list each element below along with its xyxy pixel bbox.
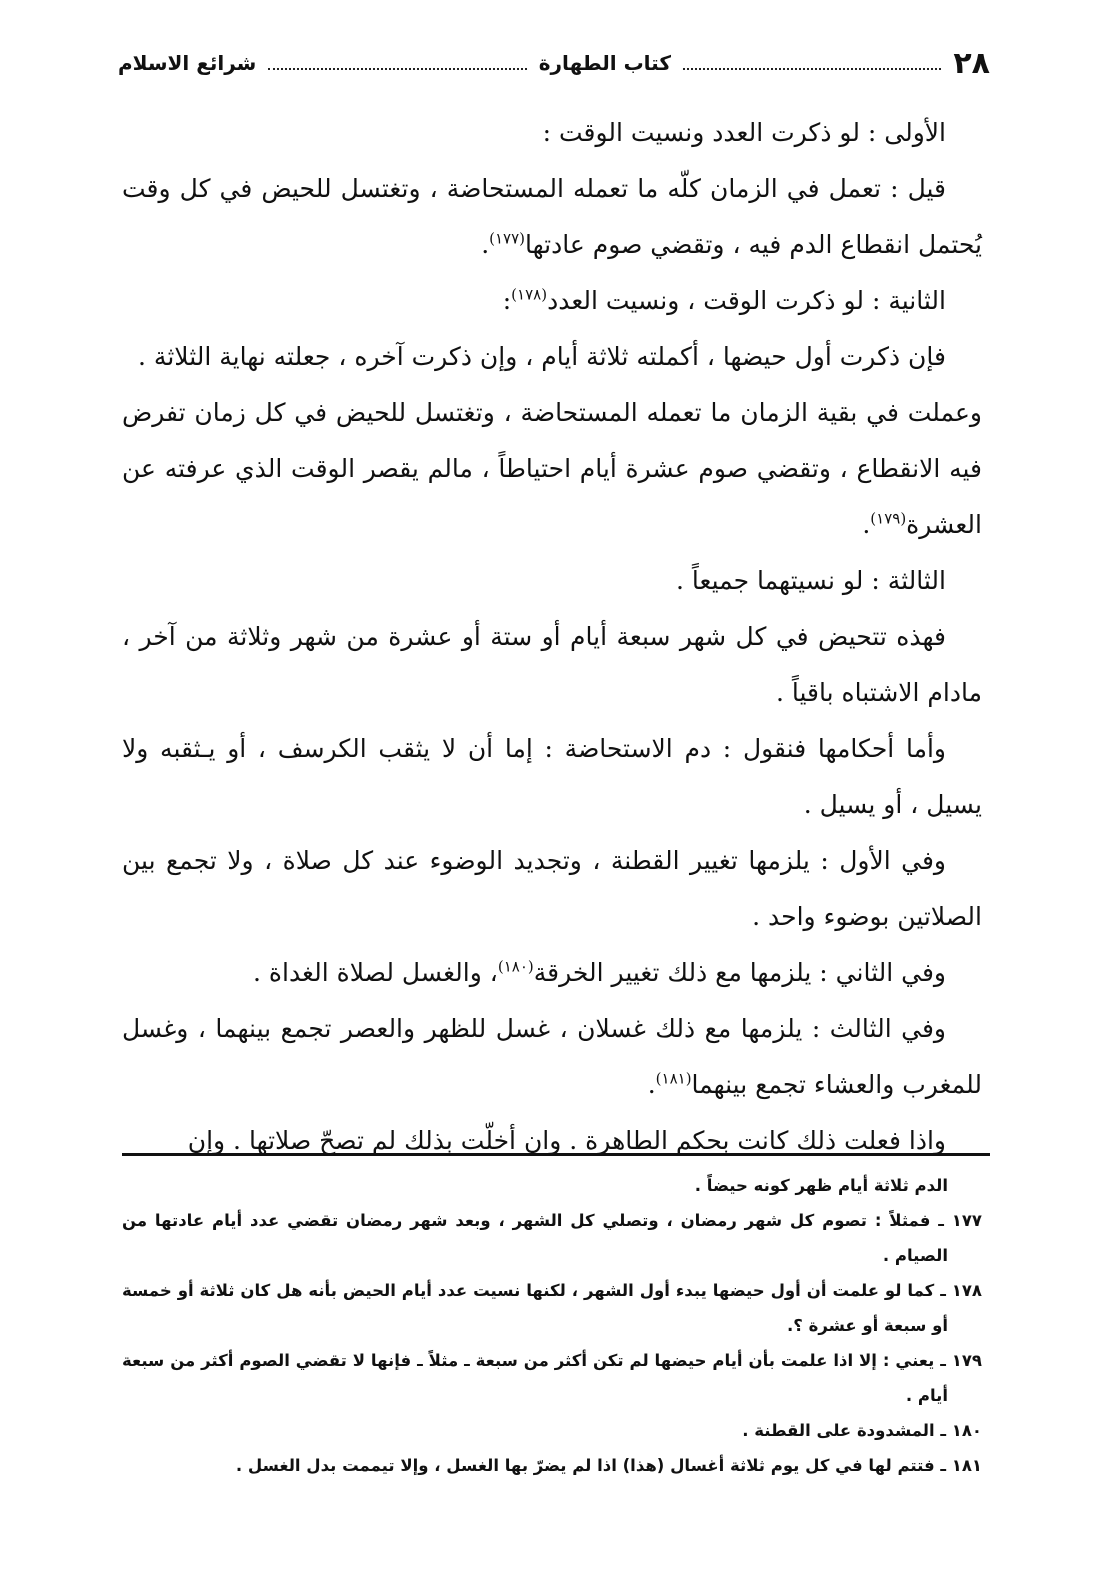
paragraph-text: قيل : تعمل في الزمان كلّه ما تعمله المستحاضة ، وتغتسل للحيض في كل وقت يُحتمل انقطاع الدم فيه ، وتقضي صوم عادتها [122, 174, 982, 259]
paragraph: وأما أحكامها فنقول : دم الاستحاضة : إما أن لا يثقب الكرسف ، أو يـثقبه ولا يسيل ، أو يسيل . [122, 734, 982, 819]
footnote-178: ١٧٨ ـ كما لو علمت أن أول حيضها يبدء أول الشهر ، لكنها نسيت عدد أيام الحيض بأنه هل كان ثلاثة أو خمسة أو سبعة أو عشرة ؟. [122, 1281, 982, 1335]
footnote-ref: (١٧٧) [489, 229, 526, 248]
paragraph: وفي الثالث : يلزمها مع ذلك غسلان ، غسل للظهر والعصر تجمع بينهما ، وغسل للمغرب والعشاء تجمع بينهما$^{(١٨١)}$. [122, 1014, 982, 1099]
paragraph: الأولى : لو ذكرت العدد ونسيت الوقت : [542, 118, 946, 147]
paragraph: وفي الأول : يلزمها تغيير القطنة ، وتجديد الوضوء عند كل صلاة ، ولا تجمع بين الصلاتين بوضوء واحد . [122, 846, 982, 931]
chapter-title: كتاب الطهارة [538, 51, 671, 75]
footnote-ref: (١٧٩) [870, 509, 907, 528]
paragraph-text: وفي الثالث : يلزمها مع ذلك غسلان ، غسل للظهر والعصر تجمع بينهما ، وغسل للمغرب والعشاء تجمع بينهما [122, 1014, 982, 1099]
paragraph: واذا فعلت ذلك كانت بحكم الطاهرة . وان أخلّت بذلك لم تصحّ صلاتها . وإن [187, 1126, 946, 1155]
paragraph: وعملت في بقية الزمان ما تعمله المستحاضة ، وتغتسل للحيض في كل زمان تفرض فيه الانقطاع ، وتقضي صوم عشرة أيام احتياطاً ، مالم يقصر الوقت الذي عرفته عن العشرة$^{(١٧٩)}$. [122, 398, 982, 539]
paragraph: الثانية : لو ذكرت الوقت ، ونسيت العدد$^{(١٧٨)}$: [502, 285, 946, 315]
page-number: ٢٨ [953, 45, 990, 81]
header-leader-dots [683, 68, 941, 70]
paragraph: قيل : تعمل في الزمان كلّه ما تعمله المستحاضة ، وتغتسل للحيض في كل وقت يُحتمل انقطاع الدم فيه ، وتقضي صوم عادتها$^{(١٧٧)}$. [122, 174, 982, 259]
paragraph: فهذه تتحيض في كل شهر سبعة أيام أو ستة أو عشرة من شهر وثلاثة من آخر ، مادام الاشتباه باقياً . [122, 622, 982, 707]
footnote-ref: (١٧٨) [511, 285, 548, 304]
running-header [118, 40, 990, 86]
main-text [122, 105, 982, 1169]
footnote-179: ١٧٩ ـ يعني : إلا اذا علمت بأن أيام حيضها لم تكن أكثر من سبعة ـ مثلاً ـ فإنها لا تقضي الصوم أكثر من سبعة أيام . [122, 1351, 982, 1405]
paragraph [122, 945, 982, 1001]
footnote-180: ١٨٠ ـ المشدودة على القطنة . [742, 1421, 982, 1440]
paragraph-text: وعملت في بقية الزمان ما تعمله المستحاضة ، وتغتسل للحيض في كل زمان تفرض فيه الانقطاع ، وتقضي صوم عشرة أيام احتياطاً ، مالم يقصر الوقت الذي عرفته عن العشرة [122, 398, 982, 539]
footnote-177: ١٧٧ ـ فمثلاً : تصوم كل شهر رمضان ، وتصلي كل الشهر ، وبعد شهر رمضان تقضي عدد أيام عادتها من الصيام . [122, 1211, 982, 1265]
paragraph-text: ، والغسل لصلاة الغداة . [253, 958, 498, 987]
header-leader-dots [268, 68, 526, 70]
paragraph: فإن ذكرت أول حيضها ، أكملته ثلاثة أيام ، وإن ذكرت آخره ، جعلته نهاية الثلاثة . [138, 342, 946, 371]
paragraph: الثالثة : لو نسيتهما جميعاً . [676, 566, 946, 595]
paragraph-text: وفي الثاني : يلزمها مع ذلك تغيير الخرقة [533, 958, 946, 987]
footnote-separator [122, 1153, 990, 1156]
book-title: شرائع الاسلام [117, 51, 257, 75]
footnotes [122, 1168, 982, 1483]
footnote-ref: (١٨٠) [497, 957, 534, 976]
paragraph-text: الثانية : لو ذكرت الوقت ، ونسيت العدد [547, 286, 946, 315]
footnote-ref: (١٨١) [655, 1069, 692, 1088]
footnote-continuation: الدم ثلاثة أيام ظهر كونه حيضاً . [694, 1176, 948, 1195]
footnote-181: ١٨١ ـ فتتم لها في كل يوم ثلاثة أغسال (هذا) اذا لم يضرّ بها الغسل ، وإلا تيممت بدل الغسل . [235, 1456, 982, 1475]
